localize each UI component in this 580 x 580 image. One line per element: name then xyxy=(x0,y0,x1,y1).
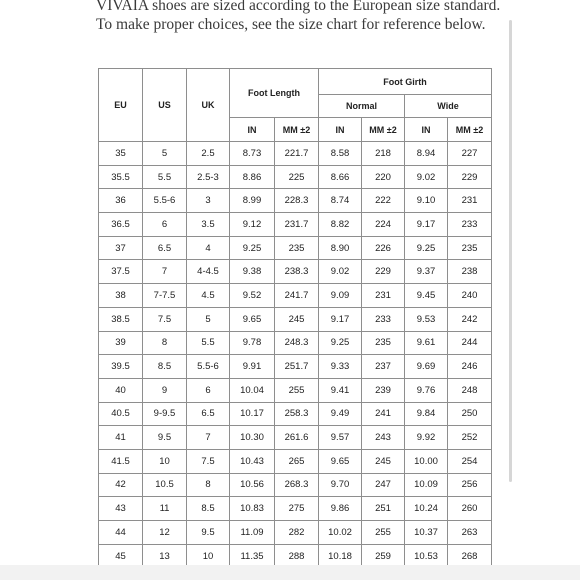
cell-uk: 6.5 xyxy=(187,402,230,426)
cell-normal-mm: 218 xyxy=(362,142,405,166)
cell-wide-in: 9.37 xyxy=(405,260,448,284)
cell-us: 6.5 xyxy=(143,236,187,260)
cell-wide-in: 9.84 xyxy=(405,402,448,426)
cell-wide-in: 9.92 xyxy=(405,426,448,450)
cell-us: 13 xyxy=(143,544,187,568)
cell-wide-mm: 242 xyxy=(448,307,492,331)
cell-wide-in: 9.69 xyxy=(405,355,448,379)
cell-normal-mm: 229 xyxy=(362,260,405,284)
header-normal: Normal xyxy=(319,95,405,118)
table-row xyxy=(99,426,492,450)
header-length-in: IN xyxy=(230,118,275,142)
cell-normal-mm: 245 xyxy=(362,449,405,473)
cell-us: 7 xyxy=(143,260,187,284)
cell-wide-mm: 268 xyxy=(448,544,492,568)
cell-us: 5 xyxy=(143,142,187,166)
cell-uk: 4.5 xyxy=(187,284,230,308)
cell-normal-in: 8.74 xyxy=(319,189,362,213)
cell-eu: 42 xyxy=(99,473,143,497)
table-row xyxy=(99,284,492,308)
cell-uk: 3 xyxy=(187,189,230,213)
cell-us: 10.5 xyxy=(143,473,187,497)
cell-wide-mm: 244 xyxy=(448,331,492,355)
cell-length-mm: 228.3 xyxy=(275,189,319,213)
cell-normal-in: 10.18 xyxy=(319,544,362,568)
cell-eu: 36 xyxy=(99,189,143,213)
cell-normal-mm: 259 xyxy=(362,544,405,568)
cell-wide-mm: 260 xyxy=(448,497,492,521)
cell-wide-in: 9.53 xyxy=(405,307,448,331)
cell-wide-in: 10.09 xyxy=(405,473,448,497)
cell-length-mm: 231.7 xyxy=(275,213,319,237)
cell-us: 9 xyxy=(143,378,187,402)
table-row xyxy=(99,355,492,379)
cell-uk: 7 xyxy=(187,426,230,450)
cell-wide-mm: 229 xyxy=(448,165,492,189)
cell-normal-in: 9.09 xyxy=(319,284,362,308)
cell-eu: 43 xyxy=(99,497,143,521)
header-wide-in: IN xyxy=(405,118,448,142)
cell-uk: 5 xyxy=(187,307,230,331)
cell-wide-mm: 254 xyxy=(448,449,492,473)
header-length-mm: MM ±2 xyxy=(275,118,319,142)
cell-wide-mm: 252 xyxy=(448,426,492,450)
cell-normal-mm: 226 xyxy=(362,236,405,260)
scrollbar[interactable] xyxy=(509,20,512,482)
cell-length-mm: 238.3 xyxy=(275,260,319,284)
cell-wide-mm: 240 xyxy=(448,284,492,308)
cell-length-in: 9.25 xyxy=(230,236,275,260)
cell-length-in: 9.91 xyxy=(230,355,275,379)
table-row xyxy=(99,213,492,237)
cell-length-mm: 268.3 xyxy=(275,473,319,497)
cell-us: 5.5-6 xyxy=(143,189,187,213)
cell-length-mm: 221.7 xyxy=(275,142,319,166)
cell-normal-mm: 231 xyxy=(362,284,405,308)
cell-uk: 8.5 xyxy=(187,497,230,521)
cell-us: 7-7.5 xyxy=(143,284,187,308)
cell-eu: 41.5 xyxy=(99,449,143,473)
cell-normal-in: 9.02 xyxy=(319,260,362,284)
cell-normal-mm: 239 xyxy=(362,378,405,402)
cell-length-mm: 265 xyxy=(275,449,319,473)
cell-uk: 2.5 xyxy=(187,142,230,166)
cell-eu: 39 xyxy=(99,331,143,355)
cell-eu: 36.5 xyxy=(99,213,143,237)
cell-normal-in: 9.41 xyxy=(319,378,362,402)
table-row xyxy=(99,497,492,521)
size-chart-body xyxy=(99,142,492,568)
cell-normal-mm: 247 xyxy=(362,473,405,497)
cell-wide-mm: 263 xyxy=(448,521,492,545)
cell-length-mm: 241.7 xyxy=(275,284,319,308)
table-row xyxy=(99,189,492,213)
cell-length-mm: 225 xyxy=(275,165,319,189)
cell-uk: 10 xyxy=(187,544,230,568)
cell-length-in: 9.78 xyxy=(230,331,275,355)
cell-normal-in: 10.02 xyxy=(319,521,362,545)
cell-eu: 35 xyxy=(99,142,143,166)
cell-wide-mm: 256 xyxy=(448,473,492,497)
cell-length-in: 9.12 xyxy=(230,213,275,237)
cell-normal-in: 9.70 xyxy=(319,473,362,497)
cell-wide-in: 10.37 xyxy=(405,521,448,545)
cell-eu: 39.5 xyxy=(99,355,143,379)
cell-uk: 3.5 xyxy=(187,213,230,237)
cell-wide-in: 10.00 xyxy=(405,449,448,473)
intro-line-1: VIVAIA shoes are sized according to the European size standard. xyxy=(96,0,501,14)
cell-wide-mm: 248 xyxy=(448,378,492,402)
header-wide: Wide xyxy=(405,95,492,118)
header-normal-in: IN xyxy=(319,118,362,142)
cell-wide-mm: 250 xyxy=(448,402,492,426)
cell-uk: 9.5 xyxy=(187,521,230,545)
header-wide-mm: MM ±2 xyxy=(448,118,492,142)
cell-normal-in: 9.65 xyxy=(319,449,362,473)
cell-length-in: 11.09 xyxy=(230,521,275,545)
cell-length-in: 10.56 xyxy=(230,473,275,497)
cell-wide-in: 9.25 xyxy=(405,236,448,260)
cell-normal-mm: 237 xyxy=(362,355,405,379)
cell-uk: 4 xyxy=(187,236,230,260)
cell-wide-in: 9.61 xyxy=(405,331,448,355)
cell-eu: 37 xyxy=(99,236,143,260)
cell-wide-in: 9.17 xyxy=(405,213,448,237)
cell-normal-in: 9.25 xyxy=(319,331,362,355)
cell-normal-in: 9.57 xyxy=(319,426,362,450)
cell-normal-mm: 243 xyxy=(362,426,405,450)
cell-length-mm: 245 xyxy=(275,307,319,331)
cell-wide-mm: 246 xyxy=(448,355,492,379)
cell-us: 11 xyxy=(143,497,187,521)
cell-us: 8 xyxy=(143,331,187,355)
cell-normal-mm: 241 xyxy=(362,402,405,426)
cell-us: 9-9.5 xyxy=(143,402,187,426)
bottom-edge xyxy=(0,565,580,580)
cell-us: 12 xyxy=(143,521,187,545)
cell-us: 8.5 xyxy=(143,355,187,379)
cell-eu: 44 xyxy=(99,521,143,545)
cell-length-mm: 282 xyxy=(275,521,319,545)
cell-length-in: 9.52 xyxy=(230,284,275,308)
cell-length-in: 11.35 xyxy=(230,544,275,568)
cell-length-mm: 275 xyxy=(275,497,319,521)
intro-text xyxy=(96,0,516,34)
cell-length-in: 10.83 xyxy=(230,497,275,521)
table-row xyxy=(99,142,492,166)
cell-wide-in: 9.45 xyxy=(405,284,448,308)
cell-normal-in: 8.82 xyxy=(319,213,362,237)
cell-length-in: 9.65 xyxy=(230,307,275,331)
cell-normal-in: 9.86 xyxy=(319,497,362,521)
cell-eu: 45 xyxy=(99,544,143,568)
cell-eu: 38 xyxy=(99,284,143,308)
cell-length-mm: 258.3 xyxy=(275,402,319,426)
header-eu: EU xyxy=(99,69,143,142)
header-uk: UK xyxy=(187,69,230,142)
table-row xyxy=(99,402,492,426)
cell-normal-in: 9.17 xyxy=(319,307,362,331)
cell-us: 7.5 xyxy=(143,307,187,331)
cell-us: 9.5 xyxy=(143,426,187,450)
cell-uk: 5.5 xyxy=(187,331,230,355)
cell-normal-in: 9.49 xyxy=(319,402,362,426)
table-row xyxy=(99,378,492,402)
cell-us: 10 xyxy=(143,449,187,473)
cell-us: 5.5 xyxy=(143,165,187,189)
cell-eu: 37.5 xyxy=(99,260,143,284)
cell-uk: 7.5 xyxy=(187,449,230,473)
cell-length-in: 10.04 xyxy=(230,378,275,402)
table-row xyxy=(99,307,492,331)
cell-length-in: 10.30 xyxy=(230,426,275,450)
cell-wide-mm: 238 xyxy=(448,260,492,284)
cell-length-in: 10.43 xyxy=(230,449,275,473)
cell-uk: 4-4.5 xyxy=(187,260,230,284)
cell-uk: 8 xyxy=(187,473,230,497)
cell-length-mm: 288 xyxy=(275,544,319,568)
cell-normal-mm: 251 xyxy=(362,497,405,521)
header-foot-length: Foot Length xyxy=(230,69,319,118)
cell-length-mm: 235 xyxy=(275,236,319,260)
cell-length-mm: 261.6 xyxy=(275,426,319,450)
cell-normal-mm: 222 xyxy=(362,189,405,213)
cell-length-in: 8.73 xyxy=(230,142,275,166)
cell-wide-mm: 233 xyxy=(448,213,492,237)
cell-wide-in: 9.10 xyxy=(405,189,448,213)
cell-eu: 40 xyxy=(99,378,143,402)
cell-normal-mm: 235 xyxy=(362,331,405,355)
cell-length-mm: 248.3 xyxy=(275,331,319,355)
table-row xyxy=(99,521,492,545)
size-chart-table xyxy=(98,68,492,568)
cell-normal-in: 8.90 xyxy=(319,236,362,260)
header-us: US xyxy=(143,69,187,142)
cell-normal-mm: 233 xyxy=(362,307,405,331)
cell-length-in: 9.38 xyxy=(230,260,275,284)
cell-normal-mm: 224 xyxy=(362,213,405,237)
cell-wide-mm: 235 xyxy=(448,236,492,260)
cell-normal-in: 8.58 xyxy=(319,142,362,166)
cell-us: 6 xyxy=(143,213,187,237)
table-row xyxy=(99,331,492,355)
cell-wide-in: 9.02 xyxy=(405,165,448,189)
cell-uk: 5.5-6 xyxy=(187,355,230,379)
cell-wide-in: 8.94 xyxy=(405,142,448,166)
table-row xyxy=(99,165,492,189)
header-normal-mm: MM ±2 xyxy=(362,118,405,142)
cell-length-in: 10.17 xyxy=(230,402,275,426)
cell-normal-mm: 255 xyxy=(362,521,405,545)
header-foot-girth: Foot Girth xyxy=(319,69,492,95)
table-row xyxy=(99,236,492,260)
cell-length-mm: 255 xyxy=(275,378,319,402)
cell-eu: 40.5 xyxy=(99,402,143,426)
cell-normal-in: 9.33 xyxy=(319,355,362,379)
cell-wide-in: 9.76 xyxy=(405,378,448,402)
cell-uk: 6 xyxy=(187,378,230,402)
cell-length-mm: 251.7 xyxy=(275,355,319,379)
cell-eu: 41 xyxy=(99,426,143,450)
cell-uk: 2.5-3 xyxy=(187,165,230,189)
intro-line-2: To make proper choices, see the size chart for reference below. xyxy=(96,16,486,33)
cell-length-in: 8.86 xyxy=(230,165,275,189)
cell-length-in: 8.99 xyxy=(230,189,275,213)
table-row xyxy=(99,449,492,473)
table-row xyxy=(99,473,492,497)
cell-wide-mm: 227 xyxy=(448,142,492,166)
cell-normal-in: 8.66 xyxy=(319,165,362,189)
cell-normal-mm: 220 xyxy=(362,165,405,189)
cell-eu: 38.5 xyxy=(99,307,143,331)
cell-wide-mm: 231 xyxy=(448,189,492,213)
cell-wide-in: 10.53 xyxy=(405,544,448,568)
cell-eu: 35.5 xyxy=(99,165,143,189)
cell-wide-in: 10.24 xyxy=(405,497,448,521)
table-row xyxy=(99,260,492,284)
